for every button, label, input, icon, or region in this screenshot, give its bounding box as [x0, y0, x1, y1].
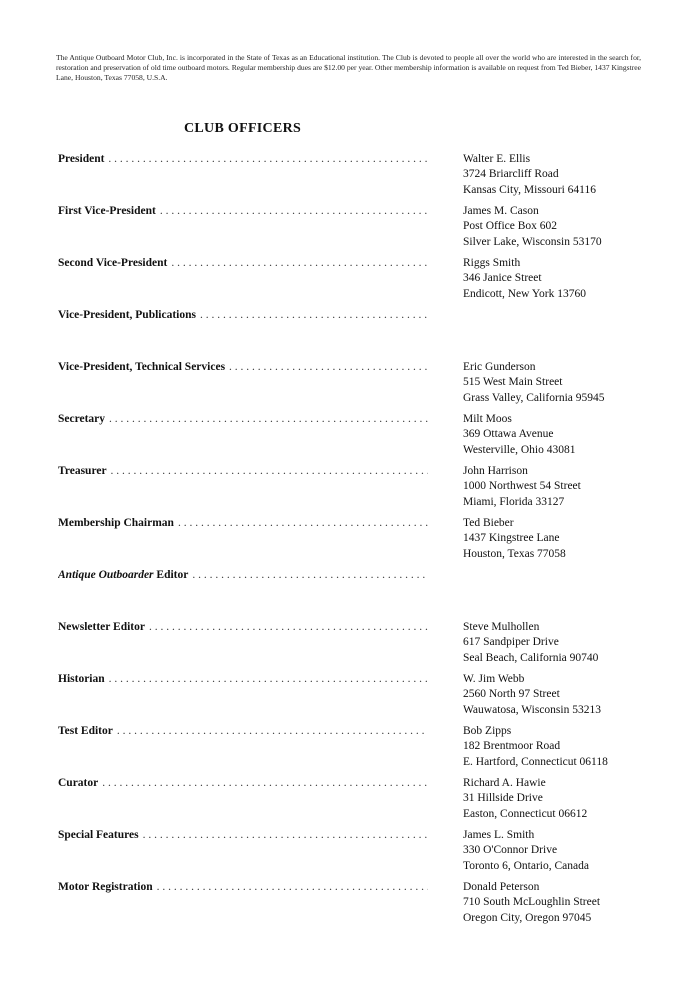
officer-contact — [463, 360, 663, 406]
office-title: Second Vice-President . . . — [58, 256, 428, 271]
officer-contact — [463, 516, 663, 562]
office-title: Membership Chairman . . . — [58, 516, 428, 531]
dot-leader — [229, 360, 428, 375]
office-title: Special Features . . . — [58, 828, 428, 843]
officer-contact — [463, 880, 663, 926]
officer-name: Riggs Smith — [463, 257, 521, 269]
officer-row — [0, 152, 695, 204]
officer-name: Bob Zipps — [463, 725, 512, 737]
officer-address-line2: Silver Lake, Wisconsin 53170 — [463, 235, 602, 248]
officer-row — [0, 256, 695, 308]
officer-row — [0, 620, 695, 672]
dot-leader — [149, 620, 428, 635]
officer-row — [0, 308, 695, 360]
officer-address-line1: 2560 North 97 Street — [463, 688, 560, 701]
officer-name: Donald Peterson — [463, 881, 540, 893]
officer-row — [0, 360, 695, 412]
office-title: First Vice-President . . . — [58, 204, 428, 219]
officer-name: John Harrison — [463, 465, 528, 477]
officer-address-line1: 330 O'Connor Drive — [463, 844, 558, 857]
dot-leader — [117, 724, 428, 739]
officer-contact — [463, 672, 663, 718]
officer-address-line2: Easton, Connecticut 06612 — [463, 807, 588, 820]
dot-leader — [143, 828, 428, 843]
officer-address-line1: 346 Janice Street — [463, 272, 542, 285]
dot-leader — [102, 776, 428, 791]
officer-contact — [463, 464, 663, 510]
office-title: Historian . . . — [58, 672, 428, 687]
dot-leader — [108, 152, 428, 167]
officer-row — [0, 724, 695, 776]
dot-leader — [111, 464, 428, 479]
officer-address-line1: 1437 Kingstree Lane — [463, 532, 560, 545]
officer-address-line2: Toronto 6, Ontario, Canada — [463, 859, 589, 872]
officer-contact — [463, 724, 663, 770]
officer-address-line1: 515 West Main Street — [463, 376, 563, 389]
officer-row — [0, 776, 695, 828]
intro-paragraph: The Antique Outboard Motor Club, Inc. is incorporated in the State of Texas as an Educational institution. The Club is devoted to people all over the world who are interested in the search for, restoration and preservation of old time outboard motors. Regular membership dues are $12.00 per year. Other membership information is available on request from Ted Bieber, 1437 Kingstree Lane, Houston, Texas 77058, U.S.A. — [56, 53, 641, 83]
officer-contact — [463, 620, 663, 666]
officer-name: James M. Cason — [463, 205, 539, 217]
officer-address-line2: Endicott, New York 13760 — [463, 287, 586, 300]
officer-address-line1: 369 Ottawa Avenue — [463, 428, 554, 441]
dot-leader — [157, 880, 428, 895]
officer-address-line1: 710 South McLoughlin Street — [463, 896, 601, 909]
officer-address-line2: Kansas City, Missouri 64116 — [463, 183, 596, 196]
officer-address-line2: Houston, Texas 77058 — [463, 547, 566, 560]
officer-row — [0, 464, 695, 516]
officer-address-line1: 31 Hillside Drive — [463, 792, 543, 805]
office-title: Vice-President, Publications . . . — [58, 308, 428, 323]
office-title: Vice-President, Technical Services . . . — [58, 360, 428, 375]
officer-row — [0, 568, 695, 620]
officer-name: Milt Moos — [463, 413, 512, 425]
office-title: Test Editor . . . — [58, 724, 428, 739]
officer-contact — [463, 204, 663, 250]
officer-contact — [463, 412, 663, 458]
dot-leader — [160, 204, 428, 219]
officer-row — [0, 516, 695, 568]
dot-leader — [178, 516, 428, 531]
officer-address-line2: E. Hartford, Connecticut 06118 — [463, 755, 608, 768]
officer-row — [0, 828, 695, 880]
officer-address-line2: Miami, Florida 33127 — [463, 495, 565, 508]
office-title: Curator . . . — [58, 776, 428, 791]
office-title: Motor Registration . . . — [58, 880, 428, 895]
officer-row — [0, 412, 695, 464]
office-title: Antique Outboarder Editor . . . — [58, 568, 428, 583]
officer-name: Steve Mulhollen — [463, 621, 540, 633]
officer-address-line1: 617 Sandpiper Drive — [463, 636, 559, 649]
officer-address-line2: Wauwatosa, Wisconsin 53213 — [463, 703, 601, 716]
officer-name: Ted Bieber — [463, 517, 514, 529]
officer-address-line1: 1000 Northwest 54 Street — [463, 480, 581, 493]
officer-contact — [463, 828, 663, 874]
officer-address-line1: Post Office Box 602 — [463, 220, 558, 233]
officer-address-line2: Oregon City, Oregon 97045 — [463, 911, 592, 924]
officer-name: Richard A. Hawie — [463, 777, 546, 789]
officer-row — [0, 880, 695, 932]
officer-row — [0, 672, 695, 724]
dot-leader — [171, 256, 428, 271]
officer-row — [0, 204, 695, 256]
officer-address-line2: Seal Beach, California 90740 — [463, 651, 599, 664]
dot-leader — [109, 412, 428, 427]
office-title: President . . . — [58, 152, 428, 167]
officer-address-line1: 3724 Briarcliff Road — [463, 168, 559, 181]
dot-leader — [109, 672, 428, 687]
dot-leader — [200, 308, 428, 323]
officer-name: Walter E. Ellis — [463, 153, 531, 165]
officer-name: Eric Gunderson — [463, 361, 536, 373]
office-title: Treasurer . . . — [58, 464, 428, 479]
officer-contact — [463, 152, 663, 198]
officer-address-line2: Grass Valley, California 95945 — [463, 391, 605, 404]
officer-name: James L. Smith — [463, 829, 535, 841]
officer-name: W. Jim Webb — [463, 673, 525, 685]
office-title: Newsletter Editor . . . — [58, 620, 428, 635]
officer-contact — [463, 256, 663, 302]
office-title: Secretary . . . — [58, 412, 428, 427]
officer-address-line1: 182 Brentmoor Road — [463, 740, 561, 753]
dot-leader — [192, 568, 428, 583]
page-heading: CLUB OFFICERS — [184, 121, 302, 136]
officer-address-line2: Westerville, Ohio 43081 — [463, 443, 576, 456]
officer-contact — [463, 776, 663, 822]
magazine-title: Antique Outboarder — [58, 569, 154, 581]
